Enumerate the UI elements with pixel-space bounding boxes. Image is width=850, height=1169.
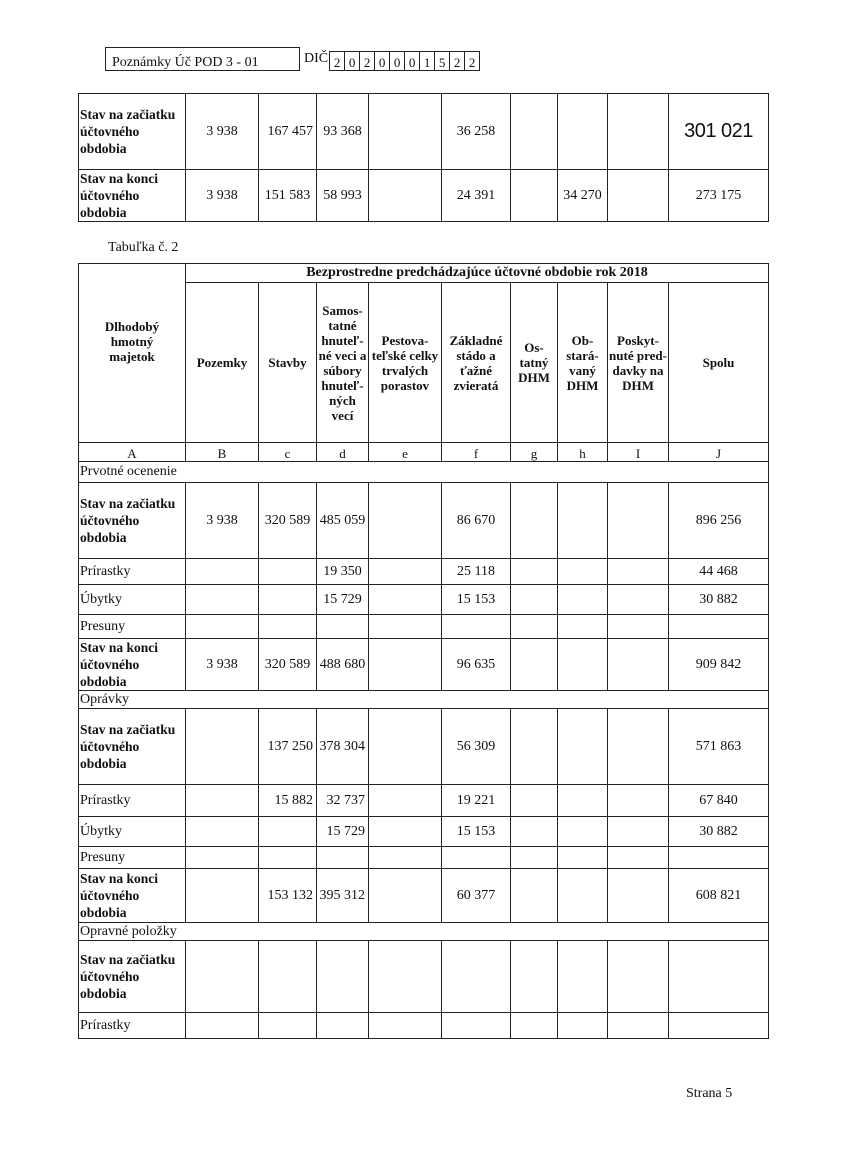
cell-h — [558, 709, 608, 785]
cell-j: 301 021 — [669, 94, 769, 170]
cell-i — [608, 817, 669, 847]
cell-i — [608, 639, 669, 691]
cell-e — [369, 869, 442, 923]
cell-i — [608, 615, 669, 639]
column-letter-c: c — [259, 443, 317, 462]
column-letter-h: h — [558, 443, 608, 462]
cell-c: 137 250 — [259, 709, 317, 785]
cell-c — [259, 817, 317, 847]
cell-f — [442, 847, 511, 869]
cell-h — [558, 639, 608, 691]
dic-digit: 2 — [449, 51, 465, 71]
cell-j: 896 256 — [669, 483, 769, 559]
cell-c — [259, 585, 317, 615]
table-row — [79, 615, 769, 639]
cell-j: 909 842 — [669, 639, 769, 691]
dic-label: DIČ — [304, 51, 329, 66]
cell-b: 3 938 — [186, 483, 259, 559]
table-row — [79, 941, 769, 1013]
cell-i — [608, 170, 669, 222]
cell-h — [558, 615, 608, 639]
cell-i — [608, 941, 669, 1013]
cell-b — [186, 785, 259, 817]
cell-j: 30 882 — [669, 817, 769, 847]
cell-h — [558, 94, 608, 170]
column-header-d: Samos-tatné hnuteľ-né veci a súbory hnuteľ-ných vecí — [317, 283, 369, 443]
cell-c: 320 589 — [259, 639, 317, 691]
cell-g — [511, 94, 558, 170]
cell-d — [317, 1013, 369, 1039]
dic-digit: 1 — [419, 51, 435, 71]
cell-g — [511, 585, 558, 615]
cell-i — [608, 1013, 669, 1039]
column-letter-b: B — [186, 443, 259, 462]
column-header-c: Stavby — [259, 283, 317, 443]
cell-j — [669, 847, 769, 869]
cell-c: 320 589 — [259, 483, 317, 559]
cell-e — [369, 1013, 442, 1039]
cell-f: 15 153 — [442, 585, 511, 615]
cell-j: 44 468 — [669, 559, 769, 585]
cell-h — [558, 483, 608, 559]
table-row — [79, 483, 769, 559]
cell-d: 15 729 — [317, 585, 369, 615]
cell-b — [186, 709, 259, 785]
cell-e — [369, 639, 442, 691]
fixed-assets-table — [78, 263, 769, 1039]
dic-digit: 2 — [464, 51, 480, 71]
cell-j — [669, 941, 769, 1013]
cell-d: 395 312 — [317, 869, 369, 923]
column-header-g: Os-tatný DHM — [511, 283, 558, 443]
cell-h: 34 270 — [558, 170, 608, 222]
cell-d: 93 368 — [317, 94, 369, 170]
cell-h — [558, 817, 608, 847]
table-row — [79, 709, 769, 785]
cell-e — [369, 94, 442, 170]
column-letter-a: A — [79, 443, 186, 462]
cell-d — [317, 847, 369, 869]
dic-digit: 2 — [329, 51, 345, 71]
cell-f — [442, 1013, 511, 1039]
cell-h — [558, 785, 608, 817]
column-header-e: Pestova-teľské celky trvalých porastov — [369, 283, 442, 443]
section-title: Oprávky — [79, 691, 769, 709]
table-row — [79, 170, 769, 222]
cell-c: 167 457 — [259, 94, 317, 170]
cell-d: 378 304 — [317, 709, 369, 785]
document-header — [105, 47, 480, 71]
cell-b — [186, 559, 259, 585]
table-row — [79, 639, 769, 691]
cell-e — [369, 709, 442, 785]
cell-i — [608, 785, 669, 817]
cell-j: 608 821 — [669, 869, 769, 923]
cell-c: 15 882 — [259, 785, 317, 817]
column-header-j: Spolu — [669, 283, 769, 443]
row-label: Úbytky — [79, 817, 186, 847]
cell-c — [259, 941, 317, 1013]
cell-d — [317, 615, 369, 639]
cell-i — [608, 869, 669, 923]
cell-h — [558, 941, 608, 1013]
cell-f: 56 309 — [442, 709, 511, 785]
row-label: Prírastky — [79, 1013, 186, 1039]
column-letter-g: g — [511, 443, 558, 462]
cell-c: 153 132 — [259, 869, 317, 923]
cell-i — [608, 585, 669, 615]
cell-b — [186, 615, 259, 639]
column-header-a-text: Dlhodobý hmotný majetok — [104, 318, 160, 364]
cell-e — [369, 170, 442, 222]
cell-h — [558, 585, 608, 615]
cell-j: 571 863 — [669, 709, 769, 785]
cell-g — [511, 170, 558, 222]
table-row — [79, 559, 769, 585]
cell-c — [259, 1013, 317, 1039]
cell-j: 273 175 — [669, 170, 769, 222]
column-header-a — [79, 264, 186, 443]
cell-b — [186, 941, 259, 1013]
cell-f: 25 118 — [442, 559, 511, 585]
cell-h — [558, 559, 608, 585]
column-header-f: Základné stádo a ťažné zvieratá — [442, 283, 511, 443]
cell-b: 3 938 — [186, 170, 259, 222]
cell-d: 32 737 — [317, 785, 369, 817]
section-row — [79, 462, 769, 483]
cell-b — [186, 817, 259, 847]
dic-digit: 0 — [344, 51, 360, 71]
row-label: Stav na začiatku účtovného obdobia — [79, 941, 186, 1013]
cell-g — [511, 483, 558, 559]
cell-g — [511, 1013, 558, 1039]
row-label: Stav na začiatku účtovného obdobia — [79, 709, 186, 785]
cell-g — [511, 559, 558, 585]
cell-f: 36 258 — [442, 94, 511, 170]
cell-g — [511, 847, 558, 869]
row-label: Stav na konci účtovného obdobia — [79, 869, 186, 923]
row-label: Stav na začiatku účtovného obdobia — [79, 483, 186, 559]
cell-f: 24 391 — [442, 170, 511, 222]
cell-i — [608, 709, 669, 785]
document-reference: Poznámky Úč POD 3 - 01 — [105, 47, 300, 71]
column-letter-d: d — [317, 443, 369, 462]
row-label: Presuny — [79, 847, 186, 869]
cell-f: 60 377 — [442, 869, 511, 923]
dic-digit: 5 — [434, 51, 450, 71]
cell-g — [511, 869, 558, 923]
cell-i — [608, 559, 669, 585]
cell-e — [369, 941, 442, 1013]
cell-g — [511, 817, 558, 847]
cell-f: 19 221 — [442, 785, 511, 817]
cell-j: 67 840 — [669, 785, 769, 817]
table-title-row — [79, 264, 769, 283]
page-number: Strana 5 — [686, 1086, 733, 1101]
cell-f: 86 670 — [442, 483, 511, 559]
table-row — [79, 817, 769, 847]
table-row — [79, 585, 769, 615]
cell-h — [558, 1013, 608, 1039]
row-label: Úbytky — [79, 585, 186, 615]
cell-b — [186, 847, 259, 869]
column-letter-e: e — [369, 443, 442, 462]
table-row — [79, 94, 769, 170]
column-letter-row — [79, 443, 769, 462]
cell-e — [369, 785, 442, 817]
cell-b: 3 938 — [186, 639, 259, 691]
cell-e — [369, 559, 442, 585]
cell-f — [442, 615, 511, 639]
cell-i — [608, 483, 669, 559]
dic-digit: 0 — [374, 51, 390, 71]
column-letter-i: I — [608, 443, 669, 462]
column-letter-j: J — [669, 443, 769, 462]
cell-f: 15 153 — [442, 817, 511, 847]
row-label: Prírastky — [79, 559, 186, 585]
cell-g — [511, 785, 558, 817]
column-header-h: Ob-stará-vaný DHM — [558, 283, 608, 443]
cell-d: 15 729 — [317, 817, 369, 847]
cell-b — [186, 1013, 259, 1039]
cell-h — [558, 869, 608, 923]
cell-c — [259, 559, 317, 585]
cell-c: 151 583 — [259, 170, 317, 222]
cell-d — [317, 941, 369, 1013]
cell-h — [558, 847, 608, 869]
cell-e — [369, 847, 442, 869]
cell-b — [186, 869, 259, 923]
section-row — [79, 923, 769, 941]
cell-e — [369, 615, 442, 639]
table-title: Bezprostredne predchádzajúce účtovné obdobie rok 2018 — [186, 264, 769, 283]
cell-j — [669, 1013, 769, 1039]
cell-f: 96 635 — [442, 639, 511, 691]
row-label: Stav na konci účtovného obdobia — [79, 170, 186, 222]
cell-e — [369, 483, 442, 559]
cell-b — [186, 585, 259, 615]
row-label: Prírastky — [79, 785, 186, 817]
cell-g — [511, 941, 558, 1013]
cell-f — [442, 941, 511, 1013]
cell-i — [608, 847, 669, 869]
dic-digit: 0 — [389, 51, 405, 71]
dic-digit: 0 — [404, 51, 420, 71]
cell-e — [369, 585, 442, 615]
table-caption: Tabuľka č. 2 — [108, 240, 179, 255]
cell-d: 485 059 — [317, 483, 369, 559]
cell-j: 30 882 — [669, 585, 769, 615]
row-label: Presuny — [79, 615, 186, 639]
section-row — [79, 691, 769, 709]
cell-b: 3 938 — [186, 94, 259, 170]
row-label: Stav na začiatku účtovného obdobia — [79, 94, 186, 170]
cell-g — [511, 639, 558, 691]
cell-d: 58 993 — [317, 170, 369, 222]
cell-g — [511, 615, 558, 639]
cell-d: 19 350 — [317, 559, 369, 585]
column-header-b: Pozemky — [186, 283, 259, 443]
cell-j — [669, 615, 769, 639]
table-row — [79, 785, 769, 817]
dic-digits — [330, 51, 480, 71]
cell-g — [511, 709, 558, 785]
table-continued — [78, 93, 769, 222]
column-letter-f: f — [442, 443, 511, 462]
cell-d: 488 680 — [317, 639, 369, 691]
table-row — [79, 1013, 769, 1039]
column-header-i: Poskyt-nuté pred-davky na DHM — [608, 283, 669, 443]
cell-e — [369, 817, 442, 847]
table-row — [79, 847, 769, 869]
section-title: Prvotné ocenenie — [79, 462, 769, 483]
table-row — [79, 869, 769, 923]
dic-digit: 2 — [359, 51, 375, 71]
cell-c — [259, 615, 317, 639]
cell-c — [259, 847, 317, 869]
section-title: Opravné položky — [79, 923, 769, 941]
cell-i — [608, 94, 669, 170]
row-label: Stav na konci účtovného obdobia — [79, 639, 186, 691]
